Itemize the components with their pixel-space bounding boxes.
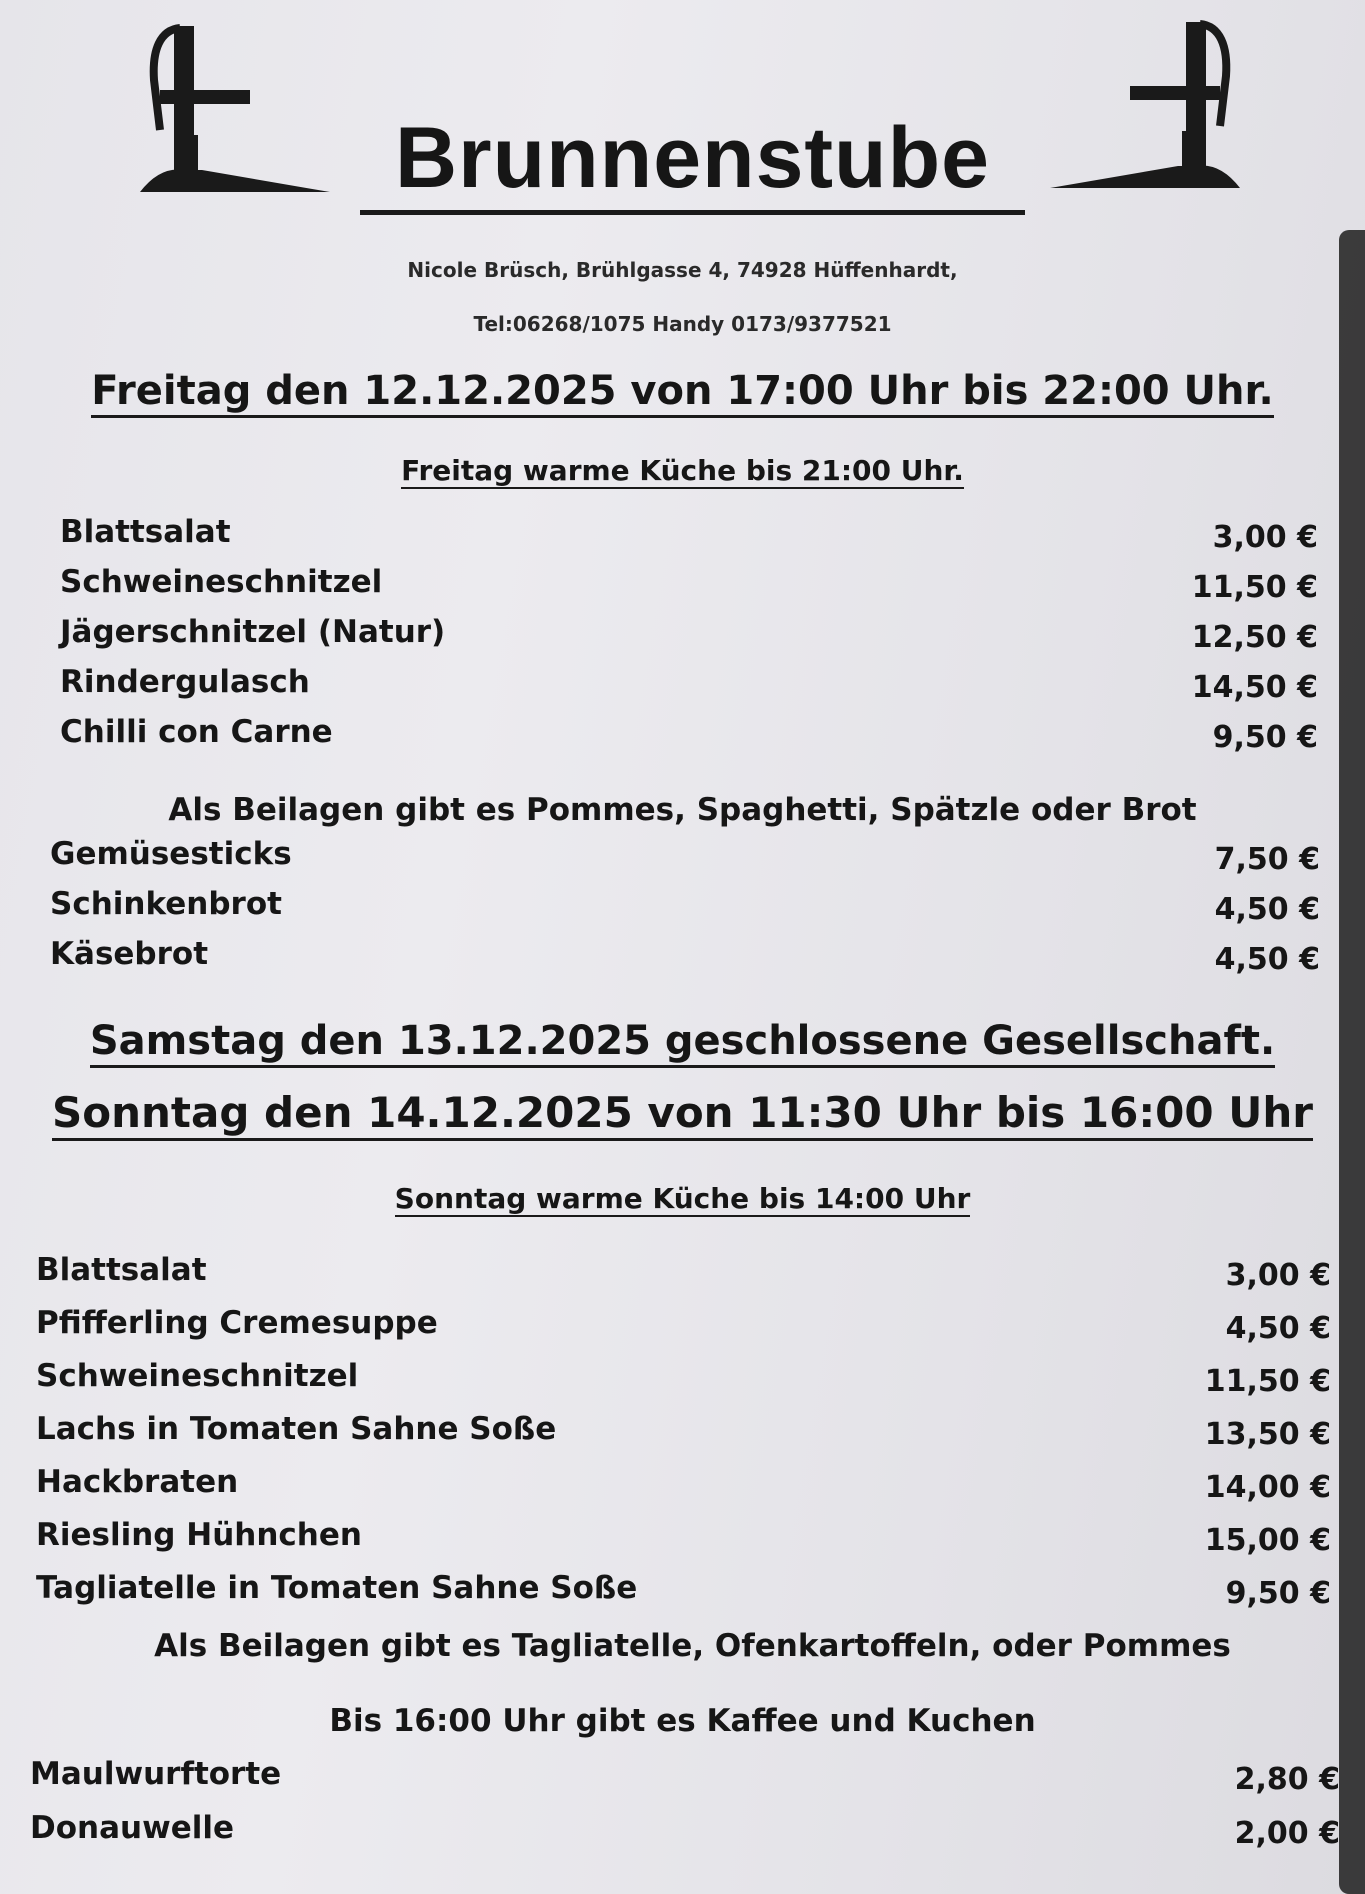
menu-item: Lachs in Tomaten Sahne Soße 13,50 € [36, 1411, 1331, 1452]
menu-item: Pfifferling Cremesuppe 4,50 € [36, 1305, 1331, 1346]
sunday-sides-note: Als Beilagen gibt es Tagliatelle, Ofenkartoffeln, oder Pommes [154, 1628, 1231, 1664]
sunday-heading: Sonntag den 14.12.2025 von 11:30 Uhr bis 16:00 Uhr [0, 1088, 1365, 1137]
menu-item: Blattsalat 3,00 € [60, 514, 1318, 555]
restaurant-title: Brunnenstube [360, 108, 1025, 215]
friday-snack-list [50, 836, 1320, 986]
menu-item: Blattsalat 3,00 € [36, 1252, 1331, 1293]
sunday-kitchen-hours: Sonntag warme Küche bis 14:00 Uhr [394, 1182, 971, 1215]
phone-line: Tel:06268/1075 Handy 0173/9377521 [473, 312, 892, 336]
menu-item: Gemüsesticks 7,50 € [50, 836, 1320, 877]
menu-item: Riesling Hühnchen 15,00 € [36, 1517, 1331, 1558]
sunday-dish-list [36, 1252, 1331, 1623]
menu-item: Schinkenbrot 4,50 € [50, 886, 1320, 927]
menu-item: Jägerschnitzel (Natur) 12,50 € [60, 614, 1318, 655]
saturday-heading: Samstag den 13.12.2025 geschlossene Gesellschaft. [0, 1018, 1365, 1064]
menu-item: Hackbraten 14,00 € [36, 1464, 1331, 1505]
water-pump-icon [1050, 16, 1240, 196]
menu-item: Chilli con Carne 9,50 € [60, 714, 1318, 755]
address-line: Nicole Brüsch, Brühlgasse 4, 74928 Hüffenhardt, [407, 258, 958, 282]
menu-item: Rindergulasch 14,50 € [60, 664, 1318, 705]
water-pump-icon [140, 20, 330, 200]
friday-kitchen-hours: Freitag warme Küche bis 21:00 Uhr. [401, 454, 964, 487]
friday-sides-note: Als Beilagen gibt es Pommes, Spaghetti, Spätzle oder Brot [168, 792, 1197, 828]
menu-item: Schweineschnitzel 11,50 € [60, 564, 1318, 605]
cake-list [30, 1756, 1340, 1864]
menu-item: Tagliatelle in Tomaten Sahne Soße 9,50 € [36, 1570, 1331, 1611]
menu-item: Maulwurftorte 2,80 € [30, 1756, 1340, 1797]
menu-item: Schweineschnitzel 11,50 € [36, 1358, 1331, 1399]
menu-item: Donauwelle 2,00 € [30, 1810, 1340, 1851]
friday-dish-list [60, 514, 1318, 764]
cake-note: Bis 16:00 Uhr gibt es Kaffee und Kuchen [329, 1703, 1036, 1739]
friday-heading: Freitag den 12.12.2025 von 17:00 Uhr bis 22:00 Uhr. [0, 368, 1365, 414]
menu-item: Käsebrot 4,50 € [50, 936, 1320, 977]
